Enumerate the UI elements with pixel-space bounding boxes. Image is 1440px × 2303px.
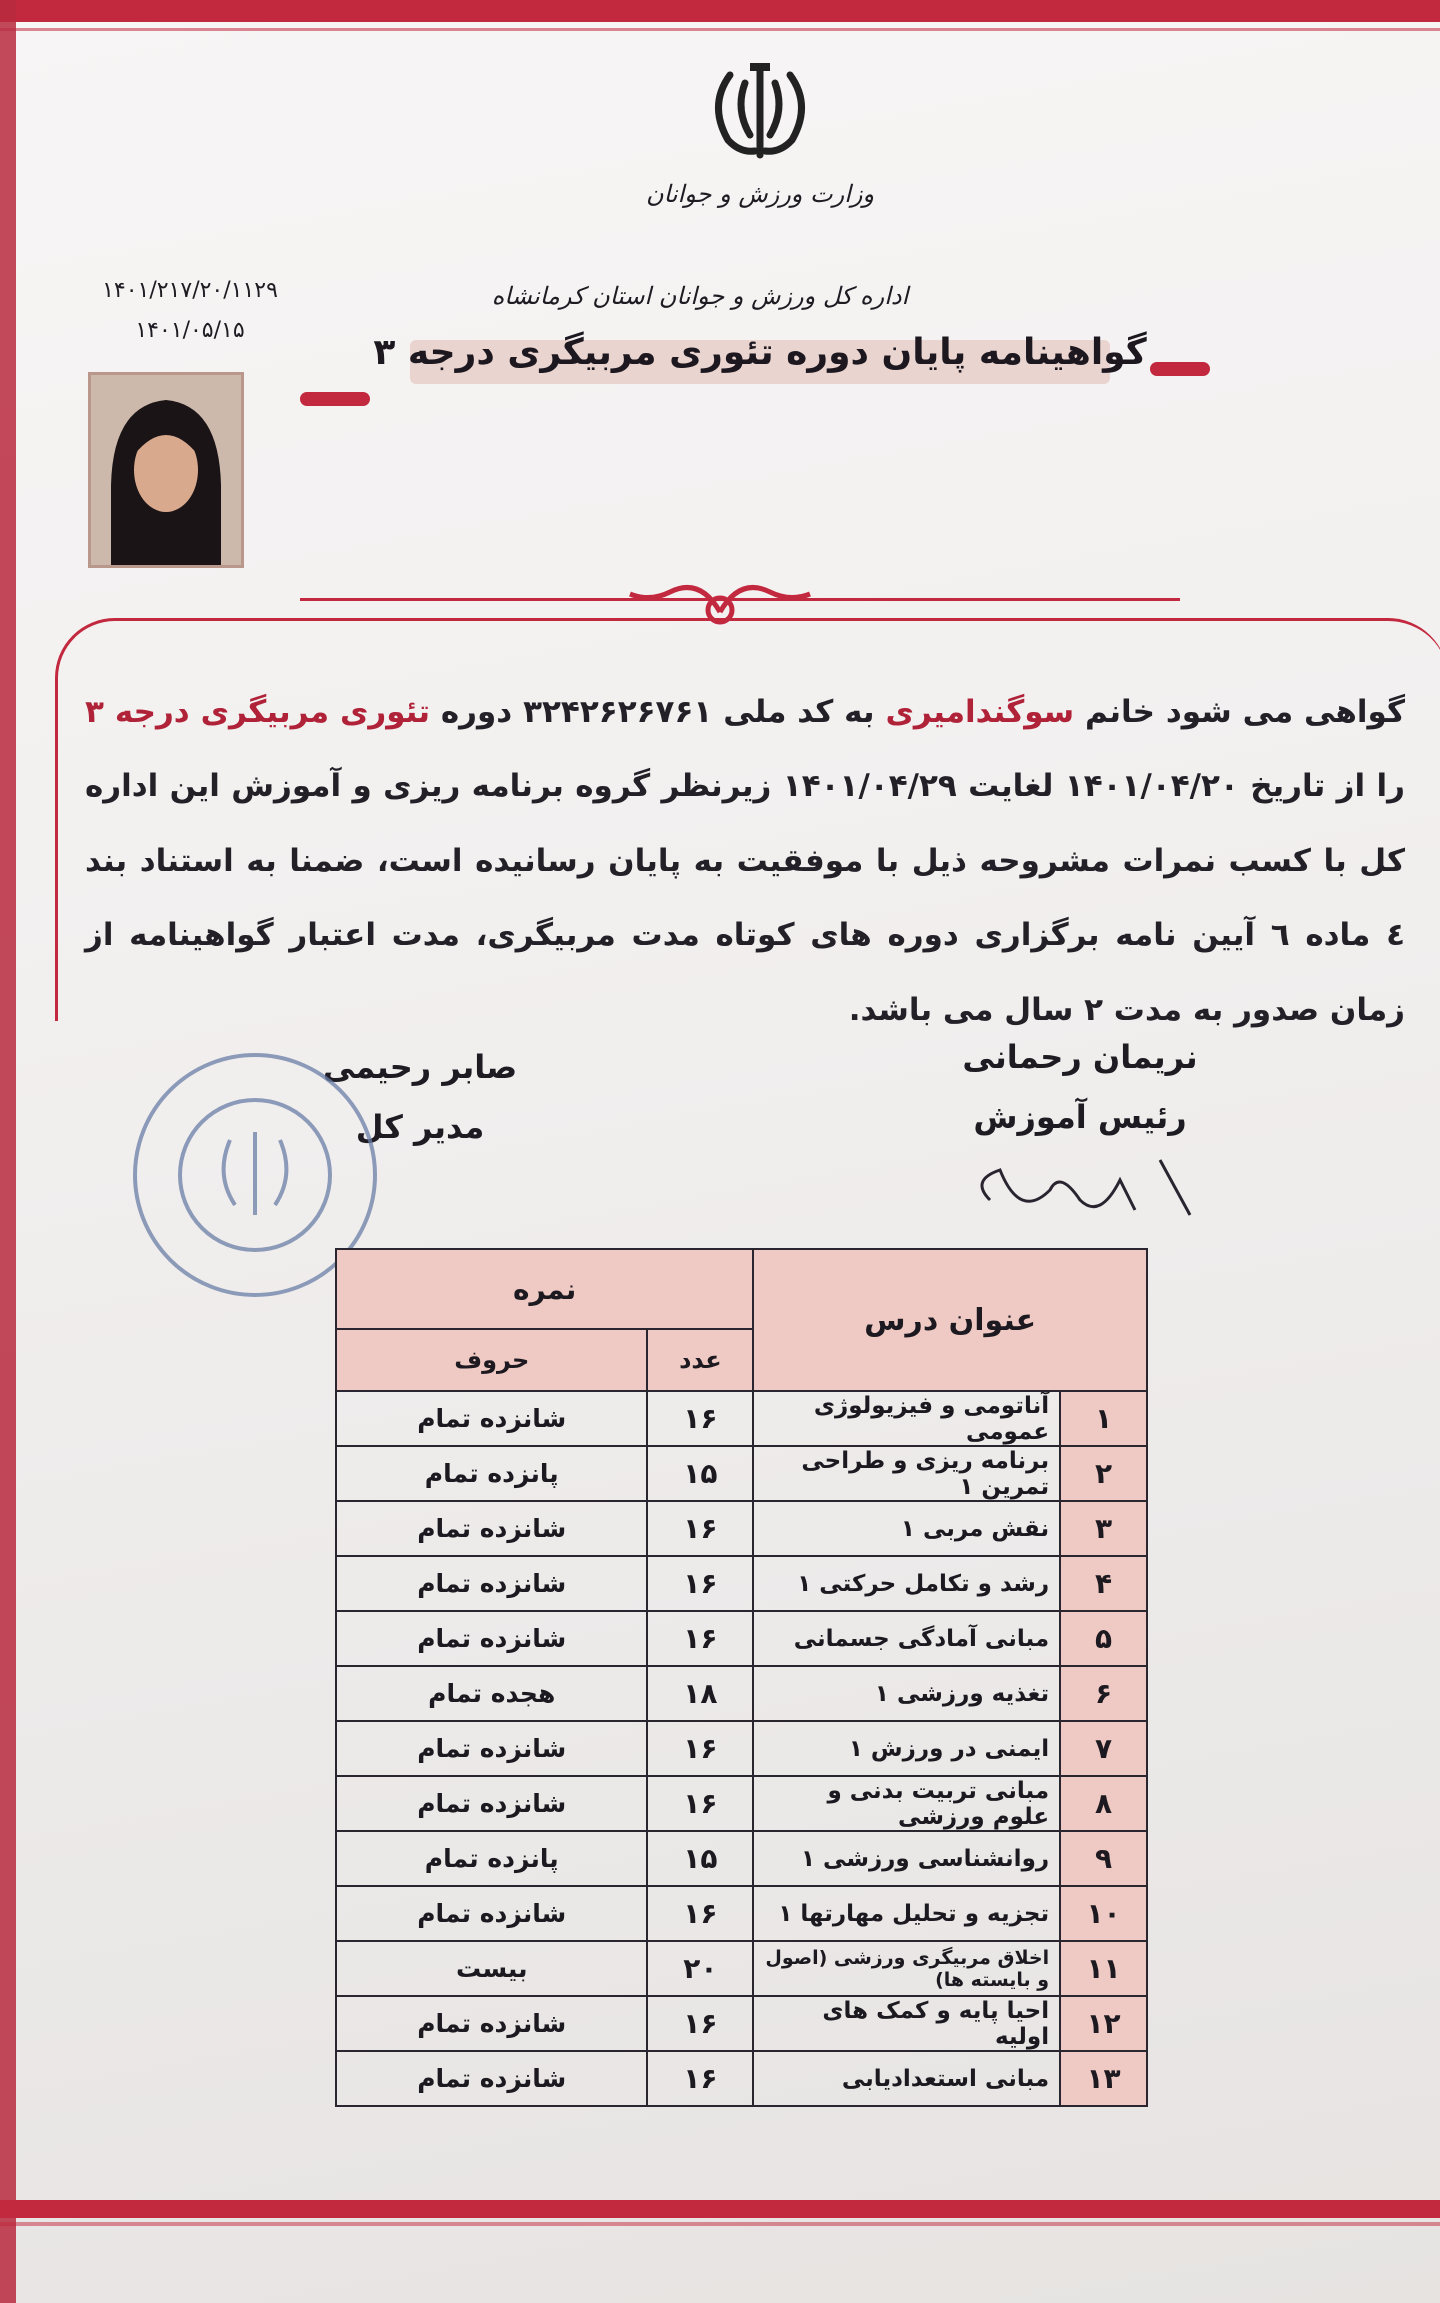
bottom-border	[0, 2200, 1440, 2218]
table-row	[336, 1446, 1147, 1501]
course-title: تجزیه و تحلیل مهارتها ۱	[753, 1886, 1060, 1941]
grade-number: ۱۶	[647, 1776, 753, 1831]
table-row	[336, 1501, 1147, 1556]
grades-table	[335, 1248, 1148, 2107]
row-number: ۶	[1060, 1666, 1147, 1721]
grade-number: ۱۶	[647, 2051, 753, 2106]
left-border	[0, 0, 16, 2303]
course-name: تئوری مربیگری درجه ۳	[85, 694, 430, 730]
director-general-name: صابر رحیمی	[322, 1048, 518, 1086]
grade-words-header: حروف	[336, 1329, 647, 1391]
row-number: ۱	[1060, 1391, 1147, 1446]
title-ornament-right	[1150, 362, 1210, 376]
provincial-office-name: اداره کل ورزش و جوانان استان کرمانشاه	[491, 282, 909, 310]
grade-number: ۲۰	[647, 1941, 753, 1996]
grade-number: ۱۶	[647, 1556, 753, 1611]
table-row	[336, 1391, 1147, 1446]
course-title: مبانی آمادگی جسمانی	[753, 1611, 1060, 1666]
grade-words: شانزده تمام	[336, 1391, 647, 1446]
grade-number: ۱۶	[647, 1721, 753, 1776]
grades-table-container	[335, 1248, 1148, 2107]
grade-words: شانزده تمام	[336, 1996, 647, 2051]
row-number: ۱۲	[1060, 1996, 1147, 2051]
row-number: ۱۰	[1060, 1886, 1147, 1941]
grade-words: هجده تمام	[336, 1666, 647, 1721]
course-title: مبانی تربیت بدنی و علوم ورزشی	[753, 1776, 1060, 1831]
course-title: رشد و تکامل حرکتی ۱	[753, 1556, 1060, 1611]
director-general-title: مدیر کل	[355, 1108, 485, 1146]
grade-header: نمره	[336, 1249, 753, 1329]
grade-number: ۱۵	[647, 1446, 753, 1501]
grade-words: شانزده تمام	[336, 1501, 647, 1556]
statement-part-3: را از تاریخ ۱۴۰۱/۰۴/۲۰ لغایت ۱۴۰۱/۰۴/۲۹ زیرنظر گروه برنامه ریزی و آموزش این اداره کل با کسب نمرات مشروحه ذیل با موفقیت به پایان رسانیده است، ضمنا به استناد بند ٤ ماده ٦ آیین نامه برگزاری دوره های کوتاه مدت مربیگری، مدت اعتبار گواهینامه از زمان صدور به مدت ۲ سال می باشد.	[85, 768, 1405, 1028]
course-title: احیا پایه و کمک های اولیه	[753, 1996, 1060, 2051]
grade-words: بیست	[336, 1941, 647, 1996]
grade-number: ۱۵	[647, 1831, 753, 1886]
grade-number-header: عدد	[647, 1329, 753, 1391]
grade-words: پانزده تمام	[336, 1831, 647, 1886]
grade-number: ۱۶	[647, 1611, 753, 1666]
grade-words: پانزده تمام	[336, 1446, 647, 1501]
course-title: تغذیه ورزشی ۱	[753, 1666, 1060, 1721]
issue-date: ۱۴۰۱/۰۵/۱۵	[135, 318, 245, 343]
row-number: ۸	[1060, 1776, 1147, 1831]
statement-part-2: به کد ملی ۳۲۴۲۶۲۶۷۶۱ دوره	[429, 694, 886, 730]
grade-words: شانزده تمام	[336, 1556, 647, 1611]
grade-words: شانزده تمام	[336, 1721, 647, 1776]
course-title: برنامه ریزی و طراحی تمرین ۱	[753, 1446, 1060, 1501]
ministry-name: وزارت ورزش و جوانان	[645, 180, 875, 208]
table-row	[336, 1611, 1147, 1666]
certification-statement	[85, 675, 1405, 1047]
row-number: ۵	[1060, 1611, 1147, 1666]
holder-photo	[88, 372, 244, 568]
table-row	[336, 1556, 1147, 1611]
iran-emblem-icon	[700, 55, 820, 165]
grade-words: شانزده تمام	[336, 2051, 647, 2106]
row-number: ۲	[1060, 1446, 1147, 1501]
bottom-border-inner	[0, 2222, 1440, 2226]
table-row	[336, 1776, 1147, 1831]
row-number: ۹	[1060, 1831, 1147, 1886]
row-number: ۱۱	[1060, 1941, 1147, 1996]
holder-name: سوگندامیری	[885, 694, 1075, 730]
title-ornament-left	[300, 392, 370, 406]
course-title-header: عنوان درس	[753, 1249, 1147, 1391]
course-title: اخلاق مربیگری ورزشی (اصول و بایسته ها)	[753, 1941, 1060, 1996]
row-number: ۱۳	[1060, 2051, 1147, 2106]
statement-part-1: گواهی می شود خانم	[1074, 694, 1405, 730]
education-head-title: رئیس آموزش	[973, 1098, 1187, 1136]
title-block	[290, 332, 1230, 392]
grade-number: ۱۶	[647, 1886, 753, 1941]
grade-number: ۱۶	[647, 1996, 753, 2051]
course-title: روانشناسی ورزشی ۱	[753, 1831, 1060, 1886]
reference-number: ۱۴۰۱/۲۱۷/۲۰/۱۱۲۹	[102, 278, 278, 303]
row-number: ۷	[1060, 1721, 1147, 1776]
table-row	[336, 1941, 1147, 1996]
grade-number: ۱۶	[647, 1501, 753, 1556]
course-title: نقش مربی ۱	[753, 1501, 1060, 1556]
row-number: ۳	[1060, 1501, 1147, 1556]
grade-number: ۱۸	[647, 1666, 753, 1721]
table-row	[336, 1831, 1147, 1886]
grade-words: شانزده تمام	[336, 1776, 647, 1831]
top-border	[0, 0, 1440, 22]
grade-words: شانزده تمام	[336, 1886, 647, 1941]
grade-words: شانزده تمام	[336, 1611, 647, 1666]
course-title: ایمنی در ورزش ۱	[753, 1721, 1060, 1776]
table-row	[336, 1996, 1147, 2051]
certificate-title: گواهینامه پایان دوره تئوری مربیگری درجه ۳	[373, 332, 1147, 373]
course-title: آناتومی و فیزیولوژی عمومی	[753, 1391, 1060, 1446]
table-row	[336, 1666, 1147, 1721]
signature-scribble-icon	[960, 1100, 1240, 1240]
education-head-name: نریمان رحمانی	[962, 1038, 1198, 1076]
table-row	[336, 1886, 1147, 1941]
table-row	[336, 1721, 1147, 1776]
table-row	[336, 2051, 1147, 2106]
course-title: مبانی استعدادیابی	[753, 2051, 1060, 2106]
top-border-inner	[0, 28, 1440, 31]
row-number: ۴	[1060, 1556, 1147, 1611]
grade-number: ۱۶	[647, 1391, 753, 1446]
